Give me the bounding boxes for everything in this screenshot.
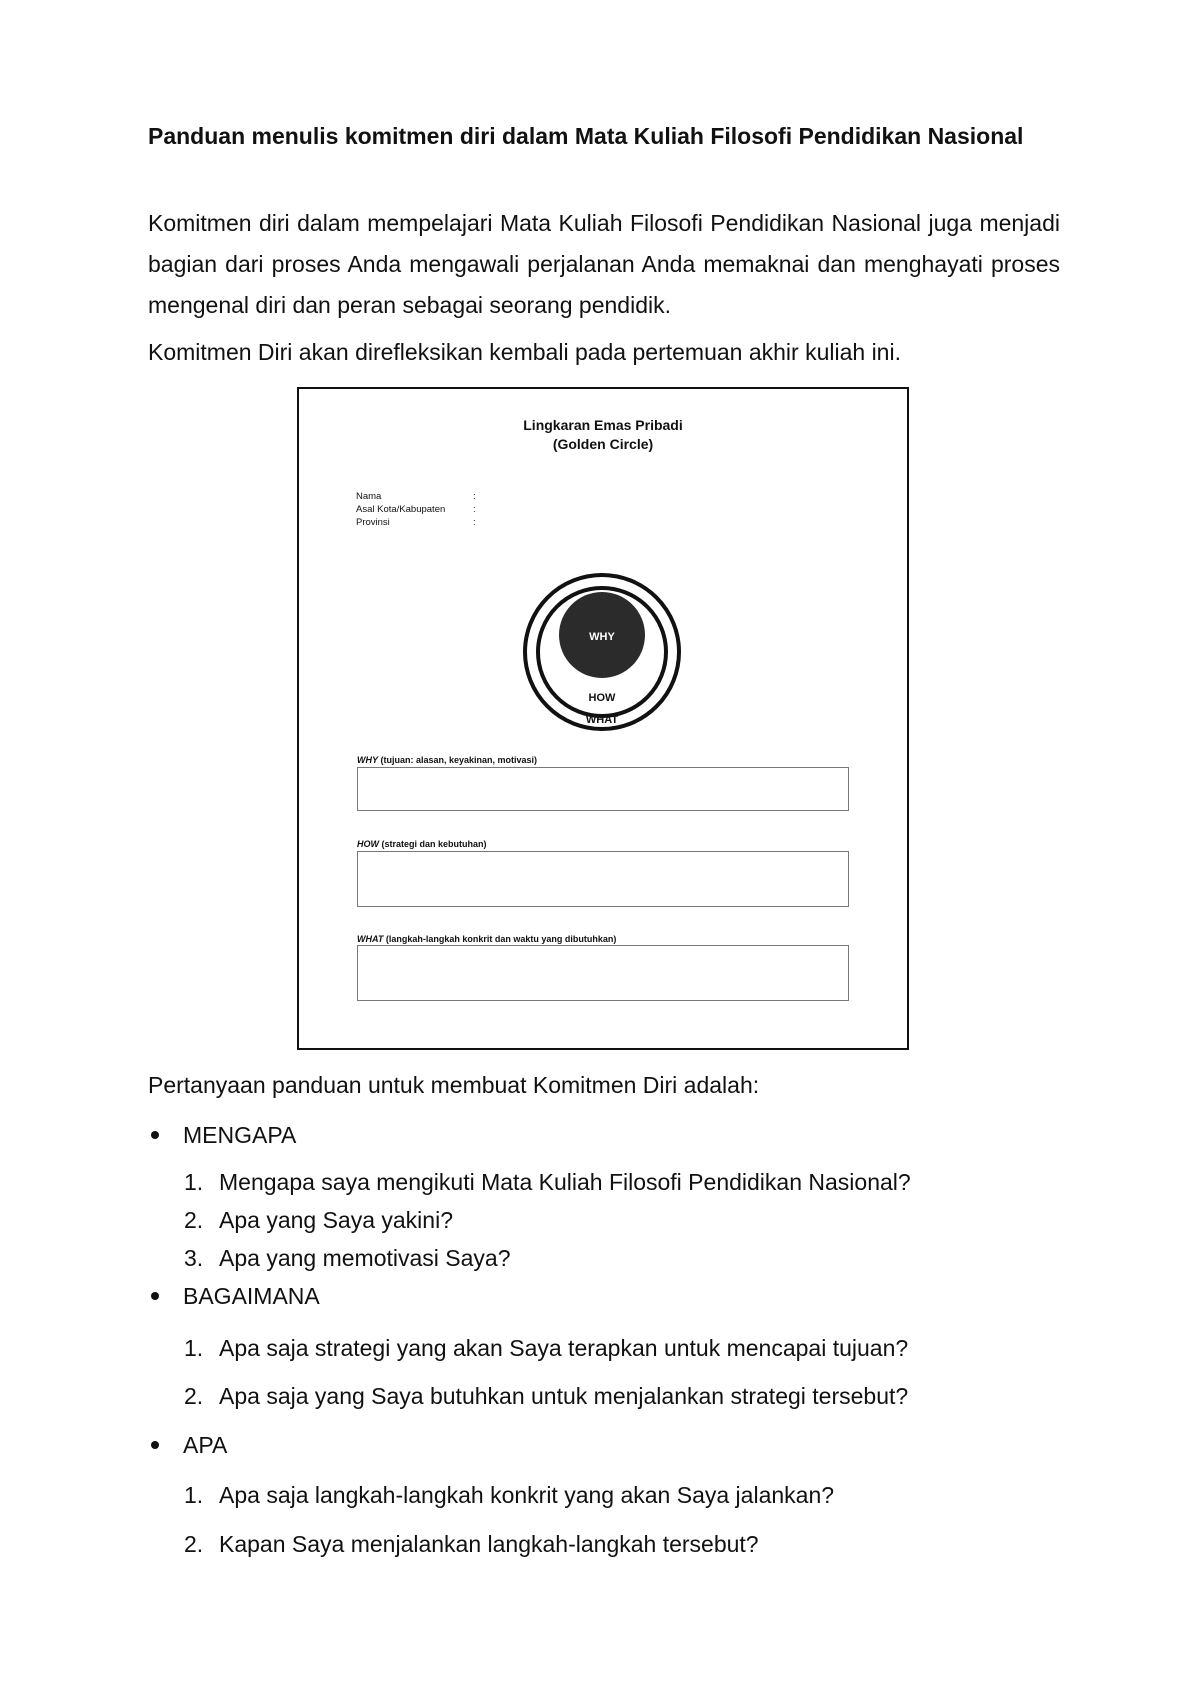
list-item bbox=[184, 1167, 911, 1197]
how-box-key: HOW bbox=[357, 839, 379, 849]
what-box-label bbox=[357, 933, 616, 945]
identity-label: Nama bbox=[356, 491, 382, 502]
golden-circle-diagram bbox=[504, 571, 700, 733]
list-item-text: Kapan Saya menjalankan langkah-langkah tersebut? bbox=[219, 1531, 759, 1557]
section-mengapa bbox=[148, 1120, 297, 1148]
bullet-icon bbox=[151, 1292, 159, 1300]
identity-label: Asal Kota/Kabupaten bbox=[356, 504, 446, 515]
list-item bbox=[184, 1480, 834, 1510]
document-heading: Panduan menulis komitmen diri dalam Mata Kuliah Filosofi Pendidikan Nasional bbox=[148, 123, 1024, 149]
identity-row-city bbox=[356, 503, 476, 516]
what-box-desc: (langkah-langkah konkrit dan waktu yang dibutuhkan) bbox=[383, 934, 617, 944]
why-box-key: WHY bbox=[357, 755, 378, 765]
list-item-text: Apa saja langkah-langkah konkrit yang akan Saya jalankan? bbox=[219, 1482, 835, 1508]
list-item bbox=[184, 1243, 511, 1273]
worksheet-title: Lingkaran Emas Pribadi bbox=[523, 417, 683, 433]
list-number: 3. bbox=[184, 1245, 204, 1271]
list-item-text: Apa yang Saya yakini? bbox=[219, 1207, 453, 1233]
section-title: MENGAPA bbox=[183, 1122, 297, 1148]
what-label: WHAT bbox=[585, 714, 619, 726]
list-item bbox=[184, 1333, 908, 1363]
what-answer-box bbox=[357, 945, 849, 1001]
golden-circle-worksheet bbox=[297, 387, 909, 1050]
list-number: 1. bbox=[184, 1482, 204, 1508]
list-item-text: Mengapa saya mengikuti Mata Kuliah Filosofi Pendidikan Nasional? bbox=[219, 1169, 911, 1195]
identity-label: Provinsi bbox=[356, 517, 390, 528]
list-item-text: Apa yang memotivasi Saya? bbox=[219, 1245, 511, 1271]
how-answer-box bbox=[357, 851, 849, 907]
list-number: 1. bbox=[184, 1335, 204, 1361]
list-number: 2. bbox=[184, 1383, 204, 1409]
section-title: BAGAIMANA bbox=[183, 1283, 320, 1309]
list-item bbox=[184, 1205, 453, 1235]
section-title: APA bbox=[183, 1432, 228, 1458]
list-number: 1. bbox=[184, 1169, 204, 1195]
how-box-desc: (strategi dan kebutuhan) bbox=[379, 839, 487, 849]
questions-intro: Pertanyaan panduan untuk membuat Komitmen Diri adalah: bbox=[148, 1072, 760, 1098]
why-box-desc: (tujuan: alasan, keyakinan, motivasi) bbox=[378, 755, 538, 765]
identity-separator: : bbox=[473, 491, 476, 502]
list-number: 2. bbox=[184, 1207, 204, 1233]
bullet-icon bbox=[151, 1131, 159, 1139]
section-bagaimana bbox=[148, 1281, 320, 1309]
why-label: WHY bbox=[589, 631, 615, 643]
why-answer-box bbox=[357, 767, 849, 811]
list-number: 2. bbox=[184, 1531, 204, 1557]
list-item-text: Apa saja yang Saya butuhkan untuk menjalankan strategi tersebut? bbox=[219, 1383, 909, 1409]
identity-row-name bbox=[356, 490, 476, 503]
reflection-note: Komitmen Diri akan direfleksikan kembali pada pertemuan akhir kuliah ini. bbox=[148, 339, 901, 365]
what-box-key: WHAT bbox=[357, 934, 384, 944]
how-label: HOW bbox=[588, 692, 616, 704]
bullet-icon bbox=[151, 1441, 159, 1449]
why-box-label bbox=[357, 754, 537, 766]
list-item bbox=[184, 1381, 908, 1411]
identity-row-province bbox=[356, 516, 476, 529]
list-item bbox=[184, 1529, 759, 1559]
identity-fields bbox=[356, 490, 476, 529]
identity-separator: : bbox=[473, 517, 476, 528]
list-item-text: Apa saja strategi yang akan Saya terapkan untuk mencapai tujuan? bbox=[219, 1335, 909, 1361]
section-apa bbox=[148, 1430, 228, 1458]
identity-separator: : bbox=[473, 504, 476, 515]
how-box-label bbox=[357, 838, 487, 850]
intro-paragraph: Komitmen diri dalam mempelajari Mata Kuliah Filosofi Pendidikan Nasional juga menjadi bagian dari proses Anda mengawali perjalanan Anda memaknai dan menghayati proses mengenal diri dan peran sebagai seorang pendidik. bbox=[148, 210, 1060, 318]
worksheet-subtitle: (Golden Circle) bbox=[552, 436, 654, 452]
